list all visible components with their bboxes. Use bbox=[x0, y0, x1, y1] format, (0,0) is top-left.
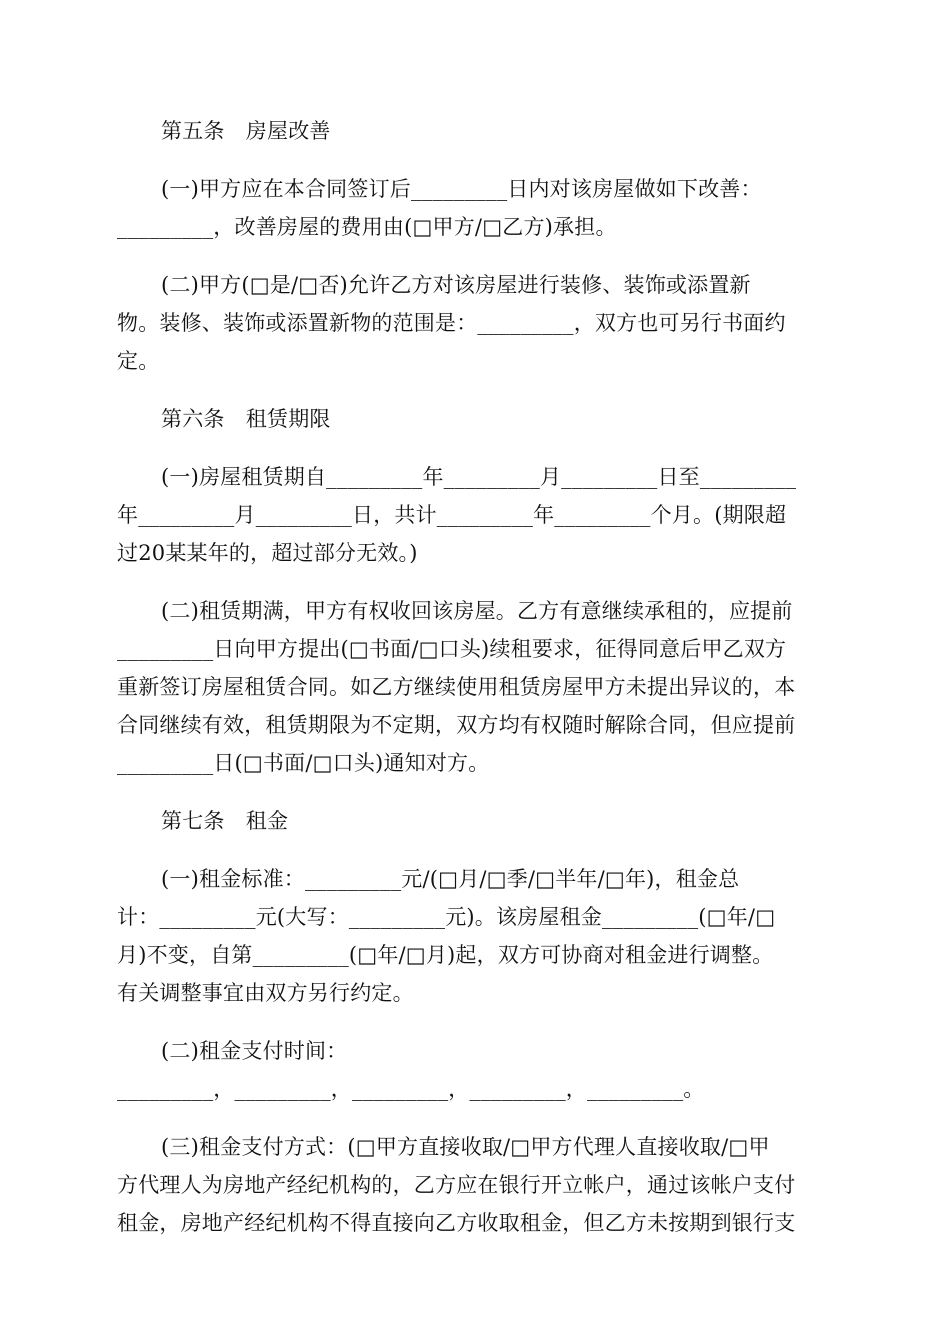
text-line: 第六条 租赁期限 bbox=[161, 407, 331, 431]
text-line: 合同继续有效，租赁期限为不定期，双方均有权随时解除合同，但应提前 bbox=[117, 713, 796, 737]
text-line: 租金，房地产经纪机构不得直接向乙方收取租金，但乙方未按期到银行支 bbox=[117, 1211, 796, 1235]
text-line: (二)租金支付时间： bbox=[161, 1039, 348, 1063]
paragraph-gap bbox=[117, 840, 833, 860]
paragraph-gap bbox=[117, 1108, 833, 1128]
text-line: (三)租金支付方式：(□甲方直接收取/□甲方代理人直接收取/□甲 bbox=[161, 1135, 770, 1159]
text-line: 第五条 房屋改善 bbox=[161, 119, 331, 143]
text-line: _________，_________，_________，_________，_________。 bbox=[117, 1077, 705, 1101]
text-line: 定。 bbox=[117, 349, 160, 373]
paragraph-gap bbox=[117, 438, 833, 458]
text-line: (一)租金标准：_________元/(□月/□季/□半年/□年)，租金总 bbox=[161, 867, 740, 891]
text-line: (二)租赁期满，甲方有权收回该房屋。乙方有意继续承租的，应提前 bbox=[161, 599, 793, 623]
text-line: 第七条 租金 bbox=[161, 809, 289, 833]
text-line: 月)不变，自第_________(□年/□月)起，双方可协商对租金进行调整。 bbox=[117, 943, 774, 967]
text-line: (一)甲方应在本合同签订后_________日内对该房屋做如下改善： bbox=[161, 177, 762, 201]
text-line: _________，改善房屋的费用由(□甲方/□乙方)承担。 bbox=[117, 215, 617, 239]
text-line: 过20某某年的，超过部分无效。) bbox=[117, 541, 418, 565]
text-line: 计：_________元(大写：_________元)。该房屋租金_________(□年/□ bbox=[117, 905, 776, 929]
paragraph-gap bbox=[117, 572, 833, 592]
text-line: 有关调整事宜由双方另行约定。 bbox=[117, 981, 414, 1005]
text-line: _________日(□书面/□口头)通知对方。 bbox=[117, 751, 490, 775]
paragraph-gap bbox=[117, 782, 833, 802]
document-body bbox=[117, 112, 833, 1242]
paragraph-gap bbox=[117, 150, 833, 170]
document-page bbox=[117, 112, 833, 1242]
text-line: _________日向甲方提出(□书面/□口头)续租要求，征得同意后甲乙双方 bbox=[117, 637, 787, 661]
text-line: 方代理人为房地产经纪机构的，乙方应在银行开立帐户，通过该帐户支付 bbox=[117, 1173, 796, 1197]
text-line: 重新签订房屋租赁合同。如乙方继续使用租赁房屋甲方未提出异议的，本 bbox=[117, 675, 796, 699]
text-line: 年_________月_________日，共计_________年_________个月。(期限超 bbox=[117, 503, 787, 527]
text-line: (一)房屋租赁期自_________年_________月_________日至_________ bbox=[161, 465, 797, 489]
text-line: 物。装修、装饰或添置新物的范围是：_________，双方也可另行书面约 bbox=[117, 311, 786, 335]
text-line: (二)甲方(□是/□否)允许乙方对该房屋进行装修、装饰或添置新 bbox=[161, 273, 751, 297]
paragraph-gap bbox=[117, 246, 833, 266]
paragraph-gap bbox=[117, 1012, 833, 1032]
paragraph-gap bbox=[117, 380, 833, 400]
